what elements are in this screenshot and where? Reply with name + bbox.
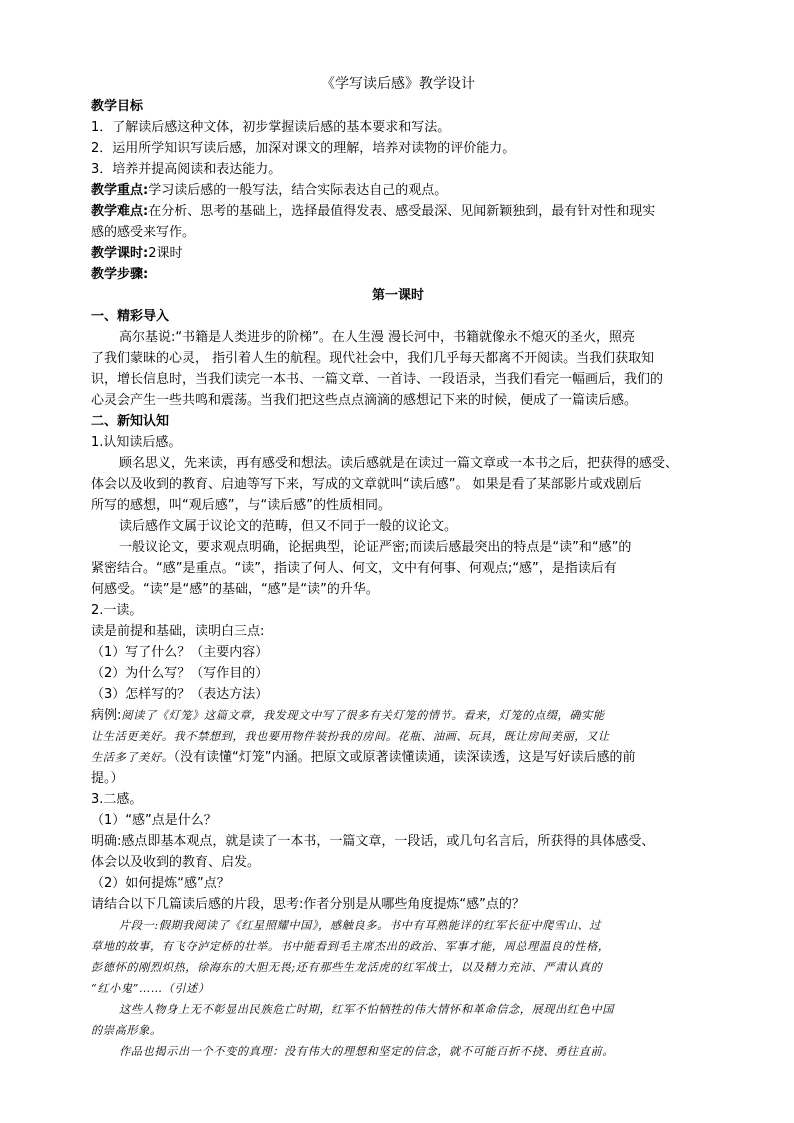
- class-hours: [91, 243, 705, 264]
- key-point-label: 教学重点:: [91, 183, 149, 198]
- fragment-1-line-3: 彭德怀的刚烈炽热，徐海东的大胆无畏;还有那些生龙活虎的红军战士，以及精力充沛、严肃认真的: [91, 961, 603, 974]
- example-text-1: 阅读了《灯笼》这篇文章，我发现文中写了很多有关灯笼的情节。看来，灯笼的点缀，确实能: [121, 709, 605, 722]
- key-point-text: 学习读后感的一般写法，结合实际表达自己的观点。: [148, 183, 448, 198]
- difficulty: [91, 201, 705, 222]
- s1-line-5: 一般议论文，要求观点明确，论据典型，论证严密;而读后感最突出的特点是“读”和“感”的: [119, 540, 632, 555]
- intro-line-2: 了我们蒙昧的心灵， 指引着人生的航程。现代社会中，我们几乎每天都离不开阅读。当我们获取知: [91, 351, 655, 366]
- objective-3: 3．培养并提高阅读和表达能力。: [91, 162, 282, 177]
- s1-line-6: 紧密结合。“感”是重点。“读”，指读了何人、何文，文中有何事、何观点;“感”，是指读后有: [91, 561, 617, 576]
- s1-line-4: 读后感作文属于议论文的范畴，但又不同于一般的议论文。: [119, 519, 458, 534]
- intro-line-3: 识，增长信息时，当我们读完一本书、一篇文章、一首诗、一段语录，当我们看完一幅画后，我们的: [91, 372, 664, 387]
- lesson-1-heading: 第一课时: [371, 288, 424, 303]
- fragment-1-line-1: 片段一:假期我阅读了《红星照耀中国》，感触良多。书中有耳熟能详的红军长征中爬雪山、过: [119, 919, 602, 932]
- steps-heading: 教学步骤:: [91, 267, 149, 282]
- key-point: [91, 180, 705, 201]
- s3-answer-text-1: 感点即基本观点，就是读了一本书，一篇文章，一段话，或几句名言后，所获得的具体感受、: [121, 834, 655, 849]
- intro-line-4: 心灵会产生一些共鸣和震荡。当我们把这些点点滴滴的感想记下来的时候，便成了一篇读后感。: [91, 393, 638, 408]
- s3-answer-label: 明确:: [91, 834, 122, 849]
- intro-line-1: 高尔基说:“书籍是人类进步的阶梯”。在人生漫 漫长河中，书籍就像永不熄灭的圣火，照亮: [119, 330, 635, 345]
- s3-answer-text-2: 体会以及收到的教育、启发。: [91, 855, 261, 870]
- example-text-4: 提。）: [91, 771, 124, 786]
- section-1-heading: 一、精彩导入: [91, 309, 170, 324]
- fragment-1-line-5: 这些人物身上无不彰显出民族危亡时期，红军不怕牺牲的伟大情怀和革命信念，展现出红色中国: [119, 1003, 615, 1016]
- class-hours-label: 教学课时:: [91, 246, 149, 261]
- example-label: 病例:: [91, 708, 122, 723]
- s3-answer-line-1: [91, 831, 705, 852]
- subsection-3-title: 3.二感。: [91, 792, 143, 807]
- s3-question-2: （2）如何提炼“感”点？: [91, 876, 230, 891]
- s3-task: 请结合以下几篇读后感的片段，思考:作者分别是从哪些角度提炼“感”点的？: [91, 897, 525, 912]
- subsection-2-title: 2.一读。: [91, 603, 143, 618]
- document-title: 《学写读后感》教学设计: [321, 76, 475, 92]
- fragment-1-line-4: “红小鬼”……（引述）: [91, 982, 210, 995]
- example-text-3b: （没有读懂“灯笼”内涵。把原文或原著读懂读通，读深读透，这是写好读后感的前: [173, 750, 636, 765]
- s1-line-1: 顾名思义，先来读，再有感受和想法。读后感就是在读过一篇文章或一本书之后，把获得的感受、: [119, 456, 679, 471]
- s1-line-2: 体会以及收到的教育、启迪等写下来，写成的文章就叫“读后感”。 如果是看了某部影片或戏剧后: [91, 477, 642, 492]
- example-text-2: 让生活更美好。我不禁想到，我也要用物件装扮我的房间。花瓶、油画、玩具，既让房间美丽，又让: [91, 730, 610, 743]
- objective-2: 2．运用所学知识写读后感，加深对课文的理解，培养对读物的评价能力。: [91, 141, 516, 156]
- objective-1: 1．了解读后感这种文体，初步掌握读后感的基本要求和写法。: [91, 120, 451, 135]
- fragment-1-line-6: 的崇高形象。: [91, 1024, 162, 1037]
- s1-line-3: 所写的感想，叫“观后感”，与“读后感”的性质相同。: [91, 498, 391, 513]
- example-line-1: [91, 705, 705, 726]
- section-2-heading: 二、新知认知: [91, 414, 170, 429]
- difficulty-text-2: 感的感受来写作。: [91, 225, 196, 240]
- class-hours-text: 2课时: [148, 246, 183, 261]
- s2-point-3: （3）怎样写的？（表达方法）: [91, 687, 269, 702]
- s3-question-1: （1）“感”点是什么？: [91, 813, 217, 828]
- objectives-heading: 教学目标: [91, 99, 144, 114]
- s2-intro: 读是前提和基础，读明白三点:: [91, 624, 265, 639]
- fragment-1-line-2: 草地的故事，有飞夺泸定桥的壮举。书中能看到毛主席杰出的政治、军事才能，周总理温良的性格，: [91, 940, 610, 953]
- fragment-1-line-7: 作品也揭示出一个不变的真理：没有伟大的理想和坚定的信念，就不可能百折不挠、勇往直前。: [119, 1045, 615, 1058]
- s1-line-7: 何感受。“读”是“感”的基础，“感”是“读”的升华。: [91, 582, 379, 597]
- s2-point-2: （2）为什么写？（写作目的）: [91, 666, 269, 681]
- example-line-3: [91, 747, 705, 768]
- example-text-3a: 生活多了美好。: [91, 751, 174, 764]
- difficulty-text-1: 在分析、思考的基础上，选择最值得发表、感受最深、见闻新颖独到，最有针对性和现实: [148, 204, 656, 219]
- s2-point-1: （1）写了什么？（主要内容）: [91, 645, 269, 660]
- difficulty-label: 教学难点:: [91, 204, 149, 219]
- subsection-1-title: 1.认知读后感。: [91, 435, 182, 450]
